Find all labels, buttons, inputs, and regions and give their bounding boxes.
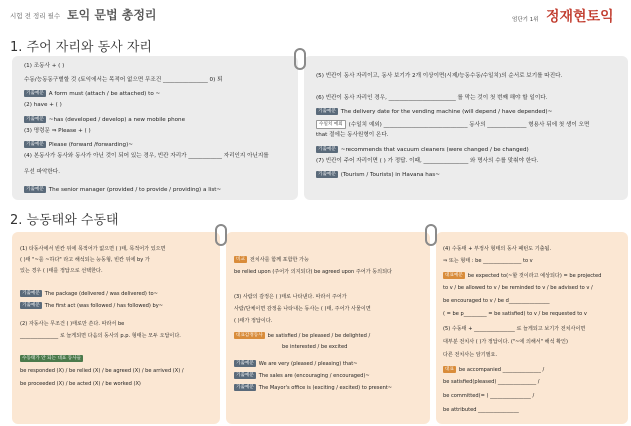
example-line: 기출예문 The senior manager (provided / to provide / providing) a list~ [26, 187, 222, 193]
example-line: 기출예문 ~recommends that vacuum cleaners (were changed / be changed) [318, 147, 529, 153]
header [0, 0, 631, 30]
example-tag: 대표예문 [445, 273, 463, 278]
rule-line: be proceeded (X) / be acted (X) / be worked (X) [20, 381, 141, 387]
example-tag: 기출예문 [22, 291, 40, 296]
exception-tag: 수일치 예외 [316, 120, 346, 129]
example-tag: 기출예문 [318, 147, 336, 152]
example-line: 기출예문 (Tourism / Tourists) in Havana has~ [318, 172, 440, 178]
rule-line: (3) 사람의 감정은 ( )태로 나타낸다. 따라서 주어가 [234, 294, 347, 300]
brand-logo: 정재현토익 [546, 9, 614, 25]
example-tag: 기출예문 [236, 373, 254, 378]
section-2-title: 2. 능동태와 수동태 [10, 213, 119, 228]
example-tag: 기출예문 [22, 303, 40, 308]
rule-line: be attributed ________________ [443, 407, 519, 413]
section-1-title: 1. 주어 자리와 동사 자리 [10, 40, 152, 55]
example-line: 기출예문 Please (forward /forwarding)~ [26, 142, 133, 148]
rule-line: (5) 빈칸이 동사 자리이고, 동사 보기가 2개 이상이면(시제/능동수동/수일치)의 순서로 보기를 따진다. [316, 73, 563, 79]
rule-line: 수일치 예외 (수일치 예외) ______________________________ 동사의 ______________ 형용사 뒤에 첫 생이 오면 [316, 120, 589, 129]
rule-line: (4) 본동사가 동사와 동사가 아닌 것이 되어 있는 경우, 빈칸 자리가 ____________ 자리인지 아닌지를 [24, 153, 269, 159]
example-tag: 기출예문 [236, 385, 254, 390]
example-tag: 기출예문 [318, 172, 336, 177]
example-line: 기출예문 ~has (developed / develop) a new mobile phone [26, 117, 186, 123]
example-line: 기출예문 We are very (pleased / pleasing) that~ [236, 361, 358, 367]
rule-line: _______________ 로 늘게되면 다음의 동사의 p.p. 형태는 모두 오답이다. [20, 333, 181, 339]
rule-line: (2) 자동사는 무조건 ( )태로만 쓴다. 따라서 be [20, 321, 125, 327]
header-subtitle: 시험 전 정리 필수 [10, 12, 61, 20]
rule-line: (6) 빈칸이 동사 자리인 경우, ________________________ 를 막는 것이 첫 번째 해야 할 일이다. [316, 95, 548, 101]
binder-ring-icon [215, 224, 227, 246]
rule-line: (3) 명령문 ⇒ Please + ( ) [24, 128, 91, 134]
example-tag: 기출예문 [26, 142, 44, 147]
rule-line: ( )태 "~를 ~하다" 라고 해석되는 능동형, 빈칸 뒤에 by 가 [20, 257, 150, 263]
emotion-verbs-tag: 대표감정동사 [236, 333, 263, 338]
rule-line: be committed(= ) ________________ / [443, 393, 535, 399]
rule-line: (1) 조동사 + ( ) [24, 63, 65, 69]
compare-tag: 비교 [236, 257, 245, 262]
rule-line: 대표감정동사 be satisfied / be pleased / be delighted / [236, 333, 371, 339]
example-line: 기출예문 A form must (attach / be attached) to ~ [26, 91, 161, 97]
header-title: 토익 문법 총정리 [67, 8, 157, 22]
example-tag: 기출예문 [26, 117, 44, 122]
rule-line: ( )태가 정답이다. [234, 318, 273, 324]
rule-line: 사람/단체이면 감정을 나타내는 동사는 ( )태, 주어가 사물이면 [234, 306, 371, 312]
rule-line: 대표 be accompanied _______________ / [445, 367, 545, 373]
rule-line: (7) 빈칸이 주어 자리이면 ( ) 가 정답. 이때, ________________ 와 명사의 수를 맞춰야 한다. [316, 158, 539, 164]
rule-line: 다른 전치사는 암기필요. [443, 352, 498, 358]
example-tag: 기출예문 [318, 109, 336, 114]
example-line: 기출예문 The first act (was followed / has followed) by~ [22, 303, 163, 309]
rule-line: that 절에는 동사원형이 온다. [316, 132, 389, 138]
rule-line: (5) 수동태 + ________________ 로 늘게되고 보기가 전치사이면 [443, 326, 586, 332]
rule-line: be interested / be excited [282, 344, 348, 350]
rule-line: 수동/능동동구별할 것 (토익에서는 목적어 없으면 무조건 ________________ 0) 퇴 [24, 77, 223, 83]
rule-line: 비교 전치사를 함께 포함한 가능 [236, 257, 309, 263]
example-line: 기출예문 The package (delivered / was delivered) to~ [22, 291, 158, 297]
binder-ring-icon [294, 48, 306, 70]
rule-line: ⇒ 또는 형태 : be _______________ to v [443, 258, 533, 264]
rule-line: 대부분 전치사 ( )가 정답이다. ("~에 의해서" 해석 확인) [443, 339, 568, 345]
example-line: 기출예문 The delivery date for the vending machine (will depend / have depended)~ [318, 109, 553, 115]
rule-line: (4) 수동태 + 부정사 형태의 동사 패턴도 기출됨. [443, 246, 552, 252]
example-tag: 대표 [445, 367, 454, 372]
header-rank: 엄단기 1위 [512, 17, 539, 23]
rule-line: (2) have + ( ) [24, 102, 62, 108]
example-tag: 기출예문 [26, 91, 44, 96]
rule-line: 우선 파악한다. [24, 169, 60, 175]
rule-line: be relied upon (주어가 의지되다) be agreed upon 주어가 동의되다 [234, 269, 392, 275]
rule-line: be responded (X) / be relied (X) / be agreed (X) / be arrived (X) / [20, 368, 184, 374]
example-line: 기출예문 The Mayor's office is (exciting / excited) to present~ [236, 385, 393, 391]
rule-line: (1) 타동사에서 빈칸 뒤에 목적어가 없으면 ( )태, 목적어가 있으면 [20, 246, 166, 252]
rule-line: be satisfied(pleased) _______________ / [443, 379, 540, 385]
rule-line: to v / be allowed to v / be reminded to v / be advised to v / [443, 285, 593, 291]
rule-line: 있는 경우 ( )태를 정답으로 선택한다. [20, 268, 103, 274]
verbs-tag: 수동태가 안 되는 대표 동사들 [22, 356, 82, 361]
example-line: 기출예문 The sales are (encouraging / encouraged)~ [236, 373, 370, 379]
binder-ring-icon [425, 224, 437, 246]
rule-line: 대표예문 be expected to(~할 것이라고 예상되다) = be projected [445, 273, 602, 279]
example-tag: 기출예문 [236, 361, 254, 366]
example-tag: 기출예문 [26, 187, 44, 192]
tag-line [20, 355, 86, 363]
rule-line: ( = be p_________ = be satisfied) to v / be requested to v [443, 311, 587, 317]
rule-line: be encouraged to v / be d________________ [443, 298, 550, 304]
